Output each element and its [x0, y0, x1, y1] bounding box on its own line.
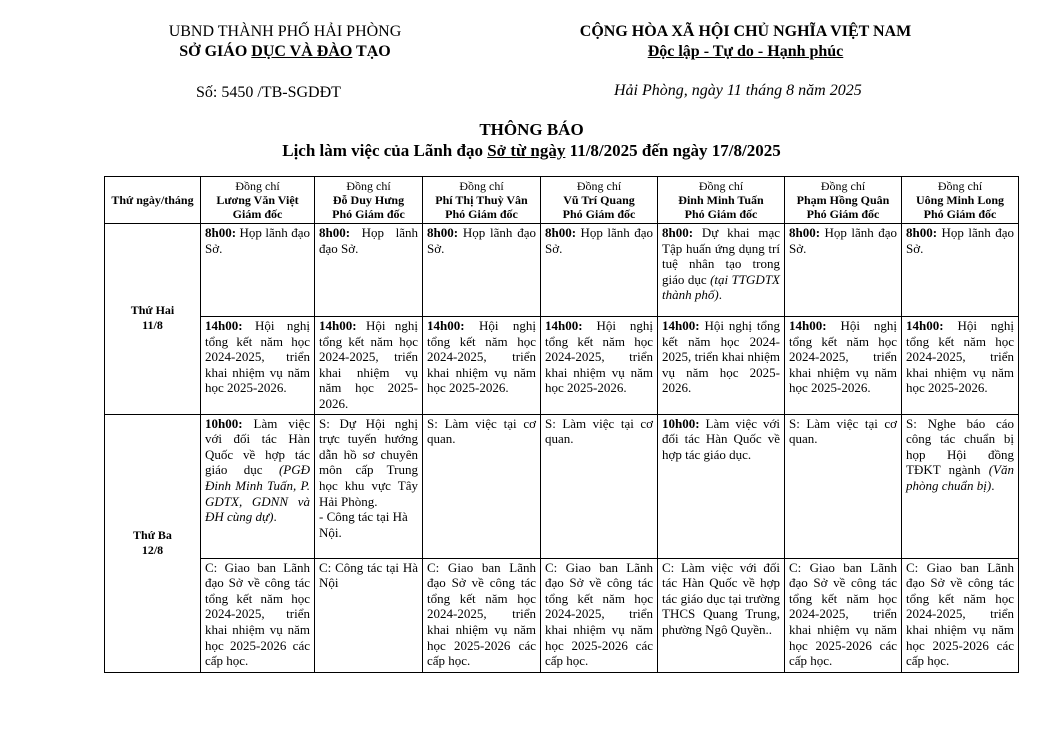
schedule-cell: [902, 414, 1019, 558]
leader-prefix: Đồng chí: [698, 179, 744, 193]
leader-name: Đinh Minh Tuấn: [678, 193, 764, 207]
schedule-cell: [658, 317, 785, 415]
event-time: 8h00:: [906, 225, 938, 240]
event-punct: .: [991, 477, 995, 493]
agency-parent: UBND THÀNH PHỐ HẢI PHÒNG: [168, 23, 402, 40]
event-text: Dự khai mạc Tập huấn ứng dụng trí tuệ nhân tạo trong giáo dục: [662, 225, 780, 287]
schedule-cell: [423, 558, 541, 672]
event-text: Hội nghị tổng kết năm học 2024-2025, triển khai nhiệm vụ năm học 2025-2026.: [319, 318, 418, 411]
event-text: Hội nghị tổng kết năm học 2024-2025, triển khai nhiệm vụ năm học 2025-2026.: [205, 318, 310, 396]
subtitle-underlined: Sở từ ngày: [487, 141, 566, 160]
leader-column-header: [785, 177, 902, 224]
day-column-header: Thứ ngày/tháng: [105, 177, 201, 224]
document-date: Hải Phòng, ngày 11 tháng 8 năm 2025: [614, 82, 862, 99]
schedule-cell: [201, 224, 315, 317]
national-title: CỘNG HÒA XÃ HỘI CHỦ NGHĨA VIỆT NAM: [579, 23, 912, 40]
event-time: 8h00:: [427, 225, 459, 240]
schedule-cell: [902, 224, 1019, 317]
table-row: [105, 224, 1019, 317]
schedule-cell: [541, 317, 658, 415]
agency-name: [140, 42, 430, 62]
event-text: Hội nghị tổng kết năm học 2024-2025, triển khai nhiệm vụ năm học 2025-2026.: [789, 318, 897, 396]
schedule-cell: [785, 224, 902, 317]
event-text: Làm việc với đối tác Hàn Quốc về hợp tác giáo dục: [205, 415, 310, 478]
event-extra: - Công tác tại Hà Nội.: [319, 509, 408, 540]
agency-header: [140, 22, 430, 62]
leader-name: Lương Văn Việt: [216, 193, 299, 207]
schedule-table: [104, 176, 1019, 673]
day-name: Thứ Hai: [130, 303, 175, 318]
event-time: 8h00:: [789, 225, 821, 240]
event-text: S: Làm việc tại cơ quan.: [545, 415, 653, 447]
event-text: Hội nghị tổng kết năm học 2024-2025, triển khai nhiệm vụ năm học 2025-2026.: [906, 318, 1014, 396]
subtitle-part: 11/8/2025 đến ngày 17/8/2025: [565, 141, 781, 160]
table-row: [105, 558, 1019, 672]
schedule-cell: [785, 317, 902, 415]
agency-name-part: SỞ GIÁO: [179, 43, 252, 60]
document-subtitle: [0, 141, 1063, 161]
table-header-row: [105, 177, 1019, 224]
event-text: S: Làm việc tại cơ quan.: [427, 415, 536, 447]
event-text: Họp lãnh đạo Sở.: [205, 225, 310, 256]
event-time: 8h00:: [662, 225, 694, 240]
schedule-cell: [315, 414, 423, 558]
leader-name: Phạm Hồng Quân: [796, 193, 890, 207]
event-time: 10h00:: [205, 415, 243, 431]
schedule-cell: [658, 414, 785, 558]
event-text: Họp lãnh đạo Sở.: [906, 225, 1014, 256]
schedule-cell: [423, 224, 541, 317]
day-date: 11/8: [142, 318, 163, 333]
leader-position: Phó Giám đốc: [445, 207, 518, 221]
leader-column-header: [658, 177, 785, 224]
schedule-cell: [541, 224, 658, 317]
leader-prefix: Đồng chí: [937, 179, 983, 193]
event-text: C: Giao ban Lãnh đạo Sở về công tác tổng kết năm học 2024-2025, triển khai nhiệm vụ năm học 2025-2026 các cấp học.: [205, 559, 310, 669]
event-time: 8h00:: [205, 225, 237, 240]
event-text: Hội nghị tổng kết năm học 2024-2025, triển khai nhiệm vụ năm học 2025-2026.: [427, 318, 536, 396]
leader-name: Uông Minh Long: [915, 193, 1005, 207]
event-text: C: Giao ban Lãnh đạo Sở về công tác tổng kết năm học 2024-2025, triển khai nhiệm vụ năm học 2025-2026 các cấp học.: [906, 559, 1014, 669]
event-note: (Văn phòng chuẩn bị): [906, 462, 1014, 493]
agency-name-part: TẠO: [352, 43, 391, 60]
leader-name: Vũ Trí Quang: [563, 193, 635, 207]
schedule-cell: [201, 558, 315, 672]
event-text: C: Giao ban Lãnh đạo Sở về công tác tổng kết năm học 2024-2025, triển khai nhiệm vụ năm học 2025-2026 các cấp học.: [545, 559, 653, 669]
event-text: C: Giao ban Lãnh đạo Sở về công tác tổng kết năm học 2024-2025, triển khai nhiệm vụ năm học 2025-2026 các cấp học.: [789, 559, 897, 669]
day-cell: [105, 224, 201, 415]
schedule-cell: [201, 414, 315, 558]
event-time: 14h00:: [427, 318, 465, 333]
schedule-cell: [423, 414, 541, 558]
event-note: (tại TTGDTX thành phố): [662, 271, 780, 303]
leader-position: Phó Giám đốc: [332, 207, 405, 221]
schedule-cell: [658, 558, 785, 672]
event-text: Họp lãnh đạo Sở.: [545, 225, 653, 256]
schedule-cell: [315, 558, 423, 672]
leader-position: Phó Giám đốc: [684, 207, 758, 221]
leader-position: Phó Giám đốc: [923, 207, 997, 221]
day-name: Thứ Ba: [133, 527, 172, 542]
event-text: C: Giao ban Lãnh đạo Sở về công tác tổng kết năm học 2024-2025, triển khai nhiệm vụ năm học 2025-2026 các cấp học.: [427, 559, 536, 669]
national-header: [548, 22, 943, 62]
event-time: 10h00:: [662, 415, 700, 431]
schedule-cell: [658, 224, 785, 317]
leader-prefix: Đồng chí: [576, 179, 622, 193]
schedule-cell: [541, 414, 658, 558]
event-text: Hội nghị tổng kết năm học 2024-2025, triển khai nhiệm vụ năm học 2025-2026.: [545, 318, 653, 396]
event-note: (PGĐ Đinh Minh Tuấn, P. GDTX, GDNN và ĐH cùng dự): [205, 462, 310, 525]
schedule-cell: [541, 558, 658, 672]
event-text: Họp lãnh đạo Sở.: [427, 225, 536, 256]
table-row: [105, 414, 1019, 558]
schedule-cell: [315, 224, 423, 317]
leader-position: Giám đốc: [232, 207, 283, 221]
event-text: C: Công tác tại Hà Nội: [319, 559, 418, 591]
event-text: S: Nghe báo cáo công tác chuẩn bị họp Hội đồng TĐKT ngành: [906, 415, 1014, 478]
event-punct: .: [718, 287, 722, 303]
event-time: 14h00:: [662, 318, 700, 333]
schedule-cell: [902, 558, 1019, 672]
schedule-cell: [785, 558, 902, 672]
table-row: [105, 317, 1019, 415]
event-text: Làm việc với đối tác Hàn Quốc về hợp tác giáo dục.: [662, 415, 780, 462]
document-title: THÔNG BÁO: [479, 120, 584, 139]
leader-position: Phó Giám đốc: [806, 207, 880, 221]
event-time: 14h00:: [789, 318, 827, 333]
leader-prefix: Đồng chí: [459, 179, 504, 193]
schedule-cell: [785, 414, 902, 558]
day-cell: [105, 414, 201, 672]
day-date: 12/8: [141, 542, 164, 557]
national-motto: Độc lập - Tự do - Hạnh phúc: [647, 43, 844, 60]
leader-name: Đỗ Duy Hưng: [332, 193, 405, 207]
event-time: 8h00:: [545, 225, 577, 240]
event-text: S: Dự Hội nghị trực tuyến hướng dẫn hồ sơ chuyên môn cấp Trung học khu vực Tây Hải Phòng.: [319, 415, 418, 509]
leader-prefix: Đồng chí: [235, 179, 280, 193]
leader-prefix: Đồng chí: [346, 179, 391, 193]
leader-prefix: Đồng chí: [820, 179, 866, 193]
event-punct: .: [273, 509, 277, 525]
document-number: Số: 5450 /TB-SGDĐT: [196, 84, 341, 101]
event-text: C: Làm việc với đối tác Hàn Quốc về hợp tác giáo dục tại trường THCS Quang Trung, phường Ngô Quyền..: [662, 559, 780, 637]
leader-column-header: [541, 177, 658, 224]
leader-name: Phí Thị Thuỳ Vân: [435, 193, 528, 207]
schedule-cell: [201, 317, 315, 415]
leader-column-header: [423, 177, 541, 224]
leader-column-header: [315, 177, 423, 224]
leader-column-header: [201, 177, 315, 224]
event-text: Hội nghị tổng kết năm học 2024-2025, triển khai nhiệm vụ năm học 2025-2026.: [662, 318, 780, 396]
event-time: 14h00:: [545, 318, 583, 333]
event-time: 14h00:: [319, 318, 357, 333]
event-text: Họp lãnh đạo Sở.: [789, 225, 897, 256]
event-time: 8h00:: [319, 225, 351, 240]
schedule-cell: [315, 317, 423, 415]
schedule-cell: [902, 317, 1019, 415]
event-time: 14h00:: [906, 318, 944, 333]
agency-name-underlined: DỤC VÀ ĐÀO: [251, 43, 353, 60]
event-text: Họp lãnh đạo Sở.: [319, 225, 418, 256]
leader-position: Phó Giám đốc: [562, 207, 636, 221]
event-text: S: Làm việc tại cơ quan.: [789, 415, 897, 447]
leader-column-header: [902, 177, 1019, 224]
subtitle-part: Lịch làm việc của Lãnh đạo: [282, 141, 488, 160]
schedule-cell: [423, 317, 541, 415]
event-time: 14h00:: [205, 318, 243, 333]
